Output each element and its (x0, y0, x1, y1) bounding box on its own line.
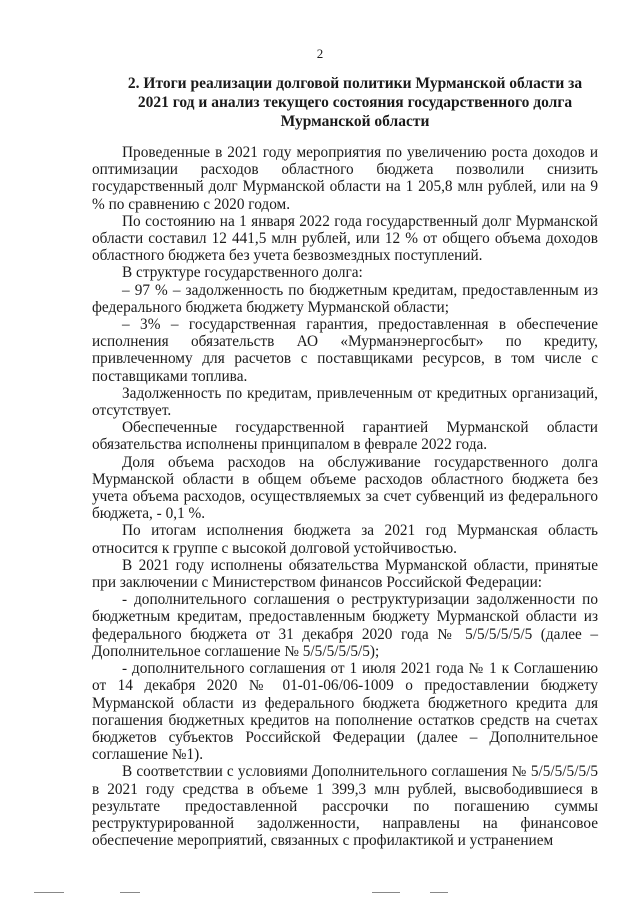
document-body (92, 144, 598, 849)
list-item-supplementary-agreement: - дополнительного соглашения от 1 июля 2021 года № 1 к Соглашению от 14 декабря 2020 № 01-01-06/06-1009 о предоставлении бюджету Мурманской области из федерального бюджета бюджетного кредита для погашения бюджетных кредитов на пополнение остатков средств на счетах бюджетов субъектов Российской Федерации (далее – Дополнительное соглашение №1). (92, 660, 598, 764)
footer-mark (372, 892, 400, 893)
list-item-state-guarantee: – 3% – государственная гарантия, предоставленная в обеспечение исполнения обязательств АО «Мурманэнергосбыт» по кредиту, привлеченному для расчетов с поставщиками ресурсов, в том числе с поставщиками топлива. (92, 316, 598, 385)
paragraph-debt-reduction: Проведенные в 2021 году мероприятия по увеличению роста доходов и оптимизации расходов областного бюджета позволили снизить государственный долг Мурманской области на 1 205,8 млн рублей, или на 9 % по сравнению с 2020 годом. (92, 144, 598, 213)
list-item-budget-credits: – 97 % – задолженность по бюджетным кредитам, предоставленным из федерального бюджета бюджету Мурманской области; (92, 281, 598, 316)
paragraph-released-funds: В соответствии с условиями Дополнительного соглашения № 5/5/5/5/5/5 в 2021 году средства в объеме 1 399,3 млн рублей, высвободившиеся в результате предоставленной рассрочки по погашению суммы реструктурированной задолженности, направлены на финансовое обеспечение мероприятий, связанных с профилактикой и устранением (92, 763, 598, 850)
footer-mark (34, 892, 64, 893)
paragraph-debt-total: По состоянию на 1 января 2022 года государственный долг Мурманской области составил 12 441,5 млн рублей, или 12 % от общего объема доходов областного бюджета без учета безвозмездных поступлений. (92, 212, 598, 265)
footer-mark (120, 892, 140, 893)
paragraph-debt-structure-intro: В структуре государственного долга: (122, 264, 363, 282)
paragraph-debt-sustainability: По итогам исполнения бюджета за 2021 год Мурманская область относится к группе с высокой долговой устойчивостью. (92, 522, 598, 557)
paragraph-obligations-intro: В 2021 году исполнены обязательства Мурманской области, принятые при заключении с Министерством финансов Российской Федерации: (92, 556, 598, 592)
footer-mark (430, 892, 448, 893)
paragraph-service-share: Доля объема расходов на обслуживание государственного долга Мурманской области в общем объеме расходов областного бюджета без учета объема расходов, осуществляемых за счет субвенций из федерального бюджета, - 0,1 %. (92, 453, 598, 523)
paragraph-commercial-credits: Задолженность по кредитам, привлеченным от кредитных организаций, отсутствует. (92, 384, 598, 420)
page-number: 2 (316, 46, 324, 61)
section-heading: 2. Итоги реализации долговой политики Мурманской области за 2021 год и анализ текущего состояния государственного долга Мурманской области (127, 75, 583, 130)
list-item-restructuring-agreement: - дополнительного соглашения о реструктуризации задолженности по бюджетным кредитам, предоставленным бюджету Мурманской области из федерального бюджета от 31 декабря 2020 года № 5/5/5/5/5/5 (далее – Дополнительное соглашение № 5/5/5/5/5/5); (92, 591, 598, 660)
paragraph-guarantee-fulfilled: Обеспеченные государственной гарантией Мурманской области обязательства исполнены принципалом в феврале 2022 года. (92, 419, 598, 454)
